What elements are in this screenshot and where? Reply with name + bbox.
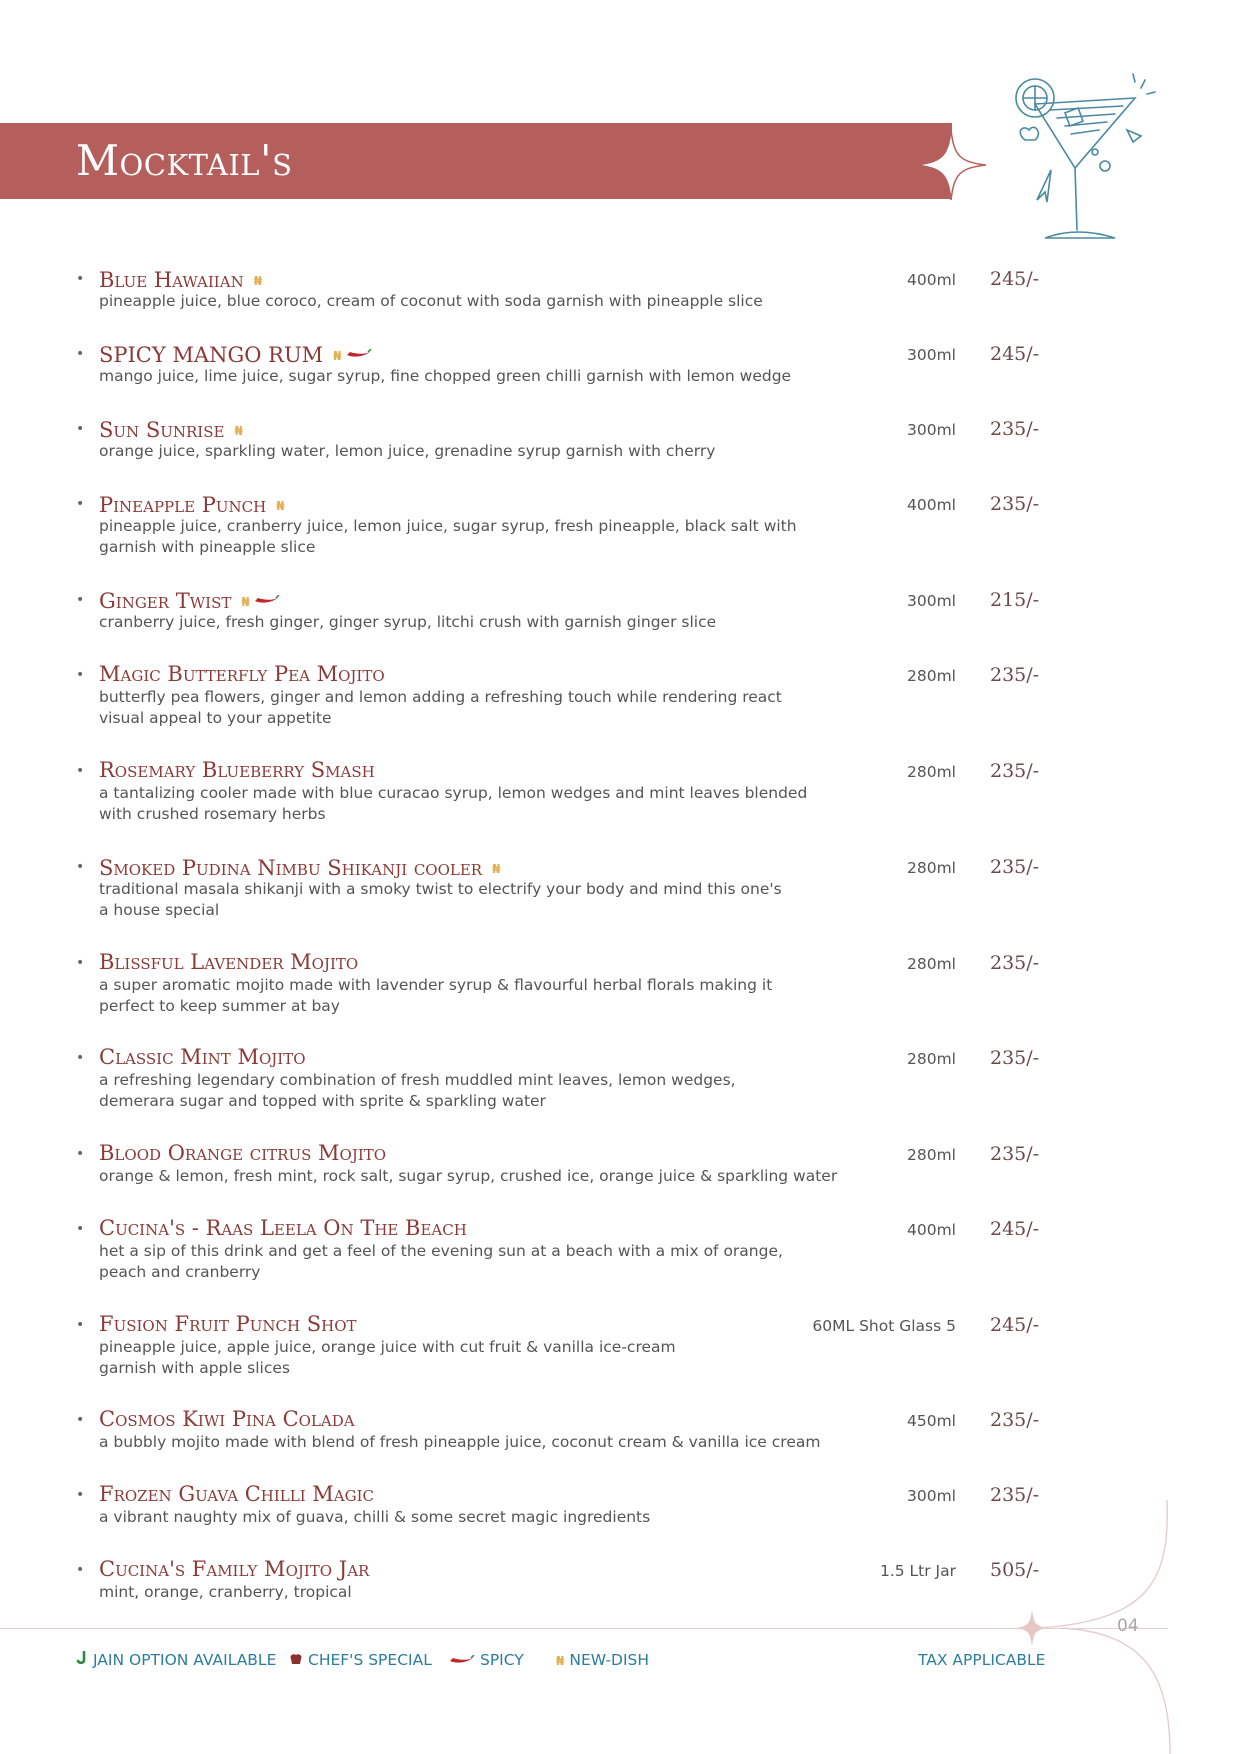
legend-label: JAIN OPTION AVAILABLE [93,1651,277,1669]
chef-hat-icon [289,1653,303,1665]
chilli-icon [254,595,280,605]
item-name: Blood Orange citrus Mojito [99,1141,387,1165]
item-description-line: a house special [99,901,220,919]
item-description-line: peach and cranberry [99,1263,261,1281]
item-price: 235/- [990,1484,1040,1506]
item-size: 280ml [907,955,956,973]
item-price: 235/- [990,856,1040,878]
item-price: 235/- [990,1047,1040,1069]
legend-item-chef-special [289,1651,432,1669]
item-description-line: orange & lemon, fresh mint, rock salt, sugar syrup, crushed ice, orange juice & sparkling water [99,1167,838,1185]
item-size: 280ml [907,1050,956,1068]
item-size: 300ml [907,346,956,364]
new-dish-icon: ₦ [276,499,285,513]
item-price: 215/- [990,589,1040,611]
item-size: 300ml [907,592,956,610]
item-name: Cucina's - Raas Leela On The Beach [99,1216,467,1240]
new-dish-icon: ₦ [333,349,342,363]
bullet: • [76,955,85,971]
item-size: 450ml [907,1412,956,1430]
item-name: Rosemary Blueberry Smash [99,758,375,782]
item-description-line: orange juice, sparkling water, lemon juice, grenadine syrup garnish with cherry [99,442,716,460]
cocktail-glass-icon [995,70,1175,250]
new-dish-icon: ₦ [556,1654,565,1668]
item-description-line: with crushed rosemary herbs [99,805,326,823]
bullet: • [76,859,85,875]
bullet: • [76,496,85,512]
sparkle-icon [916,130,986,200]
bullet: • [76,421,85,437]
item-price: 505/- [990,1559,1040,1581]
chilli-icon [346,349,372,359]
item-size: 1.5 Ltr Jar [879,1562,956,1580]
bullet: • [76,271,85,287]
item-name: Blue Hawaiian [99,268,244,292]
item-size: 60ML Shot Glass 5 [812,1317,956,1335]
item-description-line: a vibrant naughty mix of guava, chilli & some secret magic ingredients [99,1508,651,1526]
new-dish-icon: ₦ [241,595,250,609]
item-description-line: pineapple juice, blue coroco, cream of coconut with soda garnish with pineapple slice [99,292,763,310]
item-name: Cucina's Family Mojito Jar [99,1557,370,1581]
bullet: • [76,1412,85,1428]
item-price: 235/- [990,760,1040,782]
item-description-line: visual appeal to your appetite [99,709,332,727]
item-description-line: a bubbly mojito made with blend of fresh pineapple juice, coconut cream & vanilla ice cream [99,1433,821,1451]
legend-item-jain [76,1651,276,1669]
item-description-line: perfect to keep summer at bay [99,997,340,1015]
item-price: 245/- [990,1314,1040,1336]
item-name: Ginger Twist [99,589,232,613]
item-size: 280ml [907,859,956,877]
item-description-line: butterfly pea flowers, ginger and lemon adding a refreshing touch while rendering react [99,688,782,706]
item-name: Blissful Lavender Mojito [99,950,359,974]
item-size: 300ml [907,1487,956,1505]
item-price: 235/- [990,664,1040,686]
item-price: 245/- [990,343,1040,365]
bullet: • [76,763,85,779]
bullet: • [76,1487,85,1503]
bullet: • [76,346,85,362]
item-description-line: cranberry juice, fresh ginger, ginger syrup, litchi crush with garnish ginger slice [99,613,717,631]
item-description-line: mint, orange, cranberry, tropical [99,1583,352,1601]
legend-label: NEW-DISH [569,1651,650,1669]
item-description-line: demerara sugar and topped with sprite & sparkling water [99,1092,546,1110]
item-name: Fusion Fruit Punch Shot [99,1312,357,1336]
item-name: SPICY MANGO RUM [99,343,324,367]
bullet: • [76,1221,85,1237]
item-description-line: het a sip of this drink and get a feel of the evening sun at a beach with a mix of orange, [99,1242,783,1260]
item-price: 235/- [990,493,1040,515]
item-price: 235/- [990,952,1040,974]
item-name: Cosmos Kiwi Pina Colada [99,1407,355,1431]
item-size: 280ml [907,763,956,781]
item-description-line: pineapple juice, apple juice, orange juice with cut fruit & vanilla ice-cream [99,1338,676,1356]
legend-label: SPICY [480,1651,524,1669]
new-dish-icon: ₦ [492,862,501,876]
legend-item-new-dish [556,1651,649,1669]
item-description-line: a super aromatic mojito made with lavender syrup & flavourful herbal florals making it [99,976,773,994]
item-name: Pineapple Punch [99,493,267,517]
item-price: 245/- [990,1218,1040,1240]
legend-item-spicy [449,1651,524,1669]
chilli-icon [449,1655,475,1665]
item-name: Smoked Pudina Nimbu Shikanji cooler [99,856,483,880]
legend-label: CHEF'S SPECIAL [308,1651,432,1669]
item-description-line: garnish with pineapple slice [99,538,316,556]
new-dish-icon: ₦ [234,424,243,438]
item-size: 300ml [907,421,956,439]
jain-icon [76,1651,88,1665]
bullet: • [76,1562,85,1578]
item-name: Frozen Guava Chilli Magic [99,1482,375,1506]
new-dish-icon: ₦ [253,274,263,288]
item-name: Sun Sunrise [99,418,225,442]
item-size: 400ml [907,1221,956,1239]
item-name: Classic Mint Mojito [99,1045,306,1069]
item-size: 280ml [907,667,956,685]
bullet: • [76,1050,85,1066]
bullet: • [76,592,85,608]
item-price: 235/- [990,1409,1040,1431]
bullet: • [76,1146,85,1162]
tax-note: TAX APPLICABLE [918,1651,1046,1669]
item-description-line: traditional masala shikanji with a smoky twist to electrify your body and mind this one's [99,880,782,898]
item-size: 400ml [907,496,956,514]
item-price: 235/- [990,1143,1040,1165]
item-size: 400ml [907,271,956,289]
page-number: 04 [1117,1616,1139,1636]
bullet: • [76,1317,85,1333]
footer-divider [0,1628,1168,1629]
item-name: Magic Butterfly Pea Mojito [99,662,385,686]
item-description-line: garnish with apple slices [99,1359,290,1377]
item-description-line: mango juice, lime juice, sugar syrup, fine chopped green chilli garnish with lemon wedge [99,367,792,385]
page-title: Mocktail's [76,136,293,185]
bullet: • [76,667,85,683]
item-size: 280ml [907,1146,956,1164]
item-price: 235/- [990,418,1040,440]
item-description-line: pineapple juice, cranberry juice, lemon juice, sugar syrup, fresh pineapple, black salt with [99,517,797,535]
item-price: 245/- [990,268,1040,290]
item-description-line: a refreshing legendary combination of fresh muddled mint leaves, lemon wedges, [99,1071,736,1089]
item-description-line: a tantalizing cooler made with blue curacao syrup, lemon wedges and mint leaves blended [99,784,808,802]
